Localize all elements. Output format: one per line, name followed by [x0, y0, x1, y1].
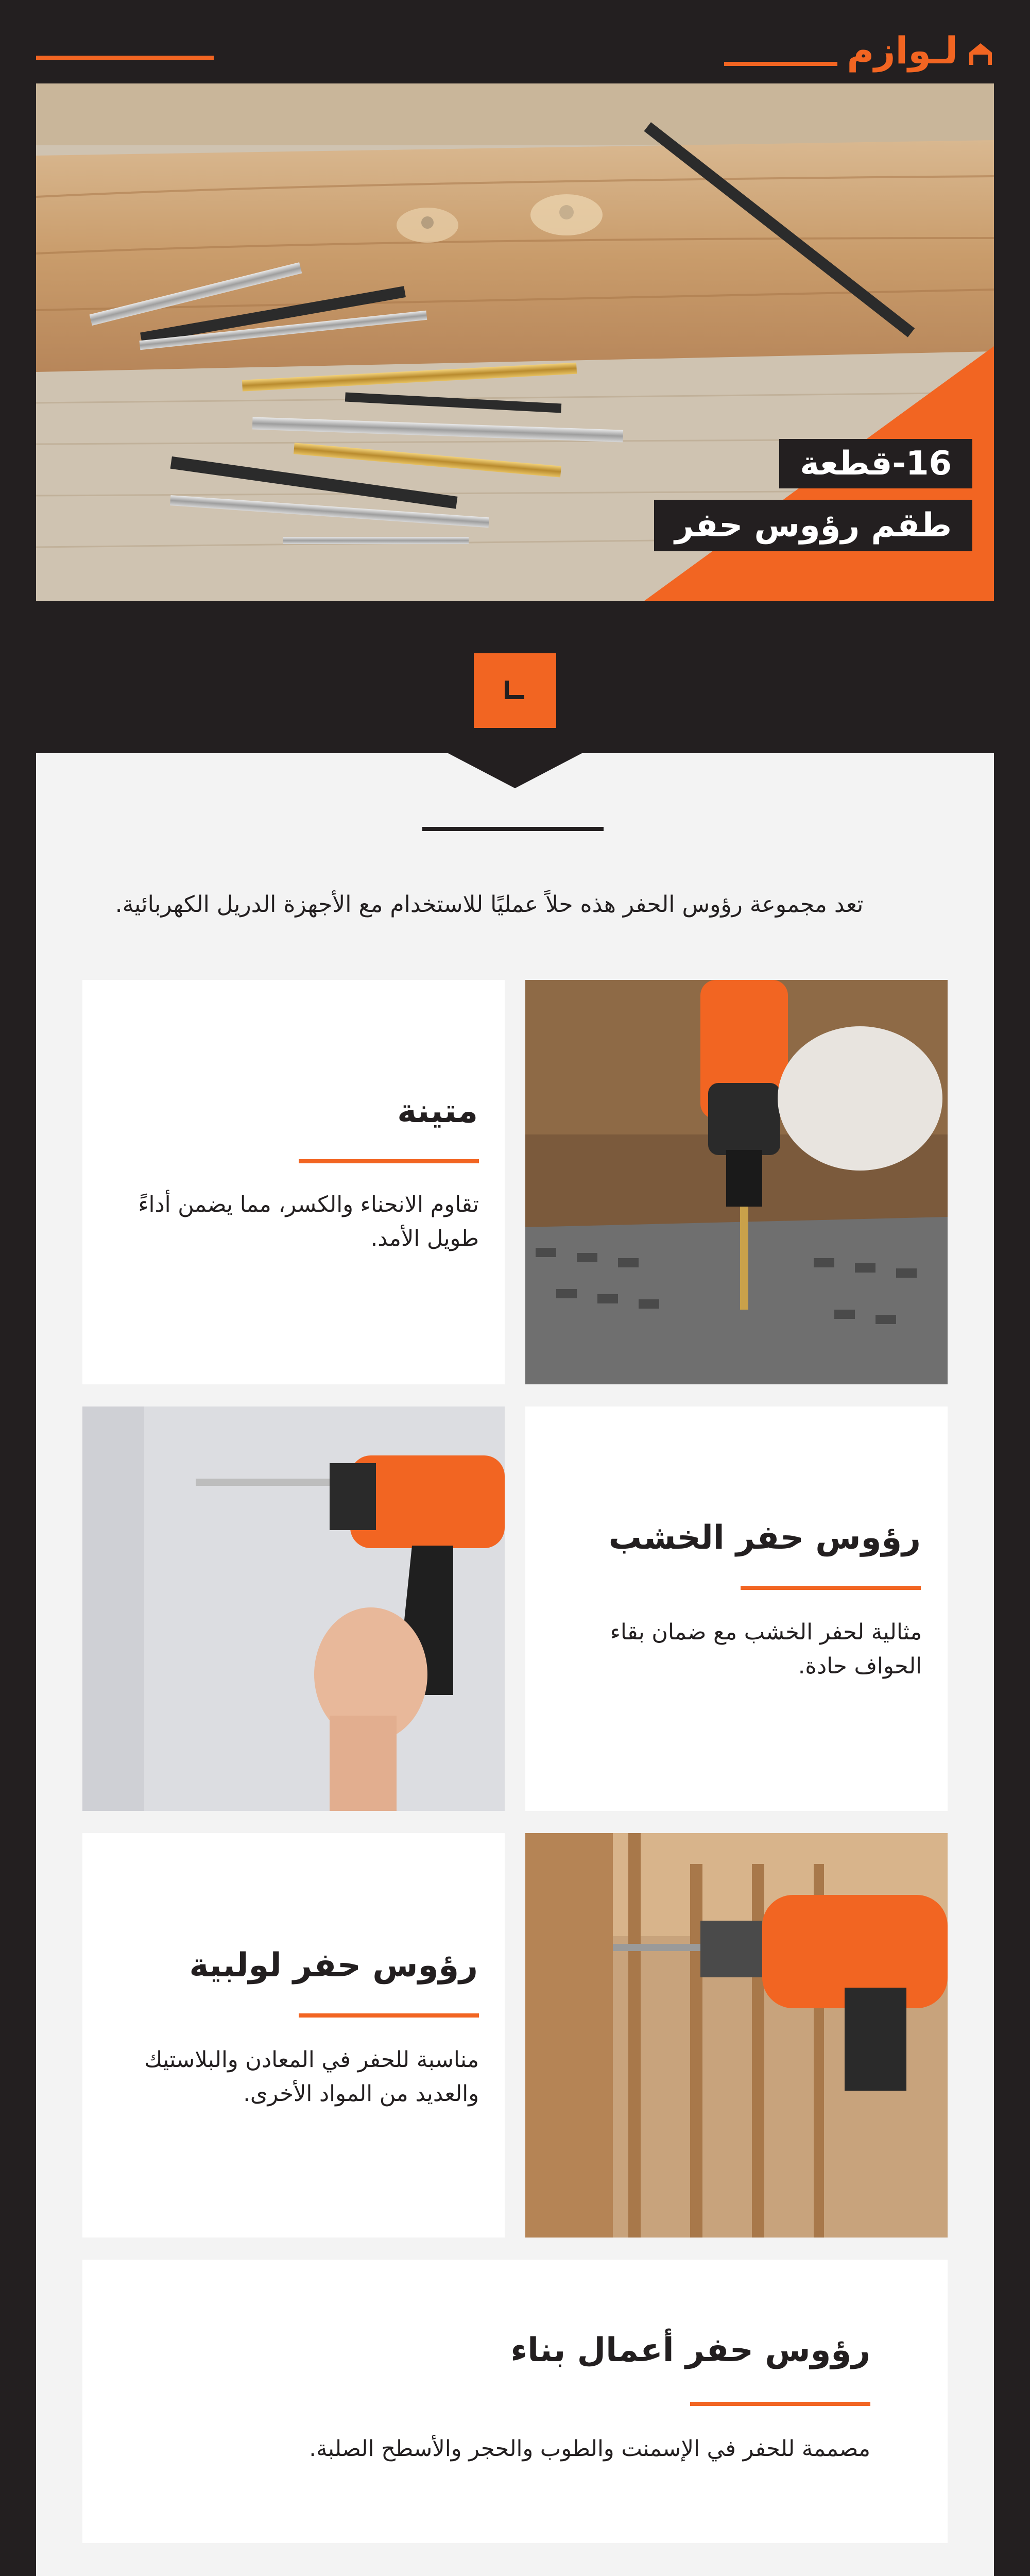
card-rule: [299, 2013, 479, 2018]
house-icon: [967, 40, 994, 67]
feature-card-masonry-bits: [82, 2260, 948, 2543]
card-text: مناسبة للحفر في المعادن والبلاستيك والعديد من المواد الأخرى.: [144, 2047, 479, 2107]
logo-badge: [474, 653, 556, 728]
feature-card-durable: [82, 980, 505, 1384]
header-rule: [36, 56, 214, 60]
drill-on-wall-photo: [82, 1406, 505, 1811]
section-divider: [422, 827, 604, 831]
card-text: مصممة للحفر في الإسمنت والطوب والحجر والأسطح الصلبة.: [309, 2436, 870, 2462]
brand-logo: [724, 23, 994, 72]
hero-piece-count: 16-قطعة: [779, 439, 972, 488]
feature-card-twist-bits: [82, 1833, 505, 2238]
card-rule: [741, 1586, 921, 1590]
card-title: رؤوس حفر لولبية: [189, 1946, 478, 1985]
brand-name: لـوازم: [847, 29, 958, 72]
card-text: مثالية لحفر الخشب مع ضمان بقاء الحواف حادة.: [610, 1619, 922, 1679]
panel-notch: [448, 753, 582, 788]
card-title: رؤوس حفر الخشب: [608, 1519, 921, 1557]
card-rule: [690, 2402, 870, 2406]
card-rule: [299, 1159, 479, 1163]
drill-into-wood-beam-photo: [525, 1833, 948, 2238]
card-title: رؤوس حفر أعمال بناء: [510, 2331, 870, 2369]
card-text: تقاوم الانحناء والكسر، مما يضمن أداءً طويل الأمد.: [138, 1192, 479, 1251]
hero-product-title: طقم رؤوس حفر: [654, 500, 972, 551]
card-title: متينة: [397, 1092, 478, 1130]
intro-text: تعد مجموعة رؤوس الحفر هذه حلاً عمليًا للاستخدام مع الأجهزة الدريل الكهربائية.: [115, 891, 864, 918]
drill-in-metal-photo: [525, 980, 948, 1384]
lam-letter-icon: [500, 675, 530, 706]
brand-underline: [724, 62, 837, 66]
feature-card-wood-bits: [525, 1406, 948, 1811]
